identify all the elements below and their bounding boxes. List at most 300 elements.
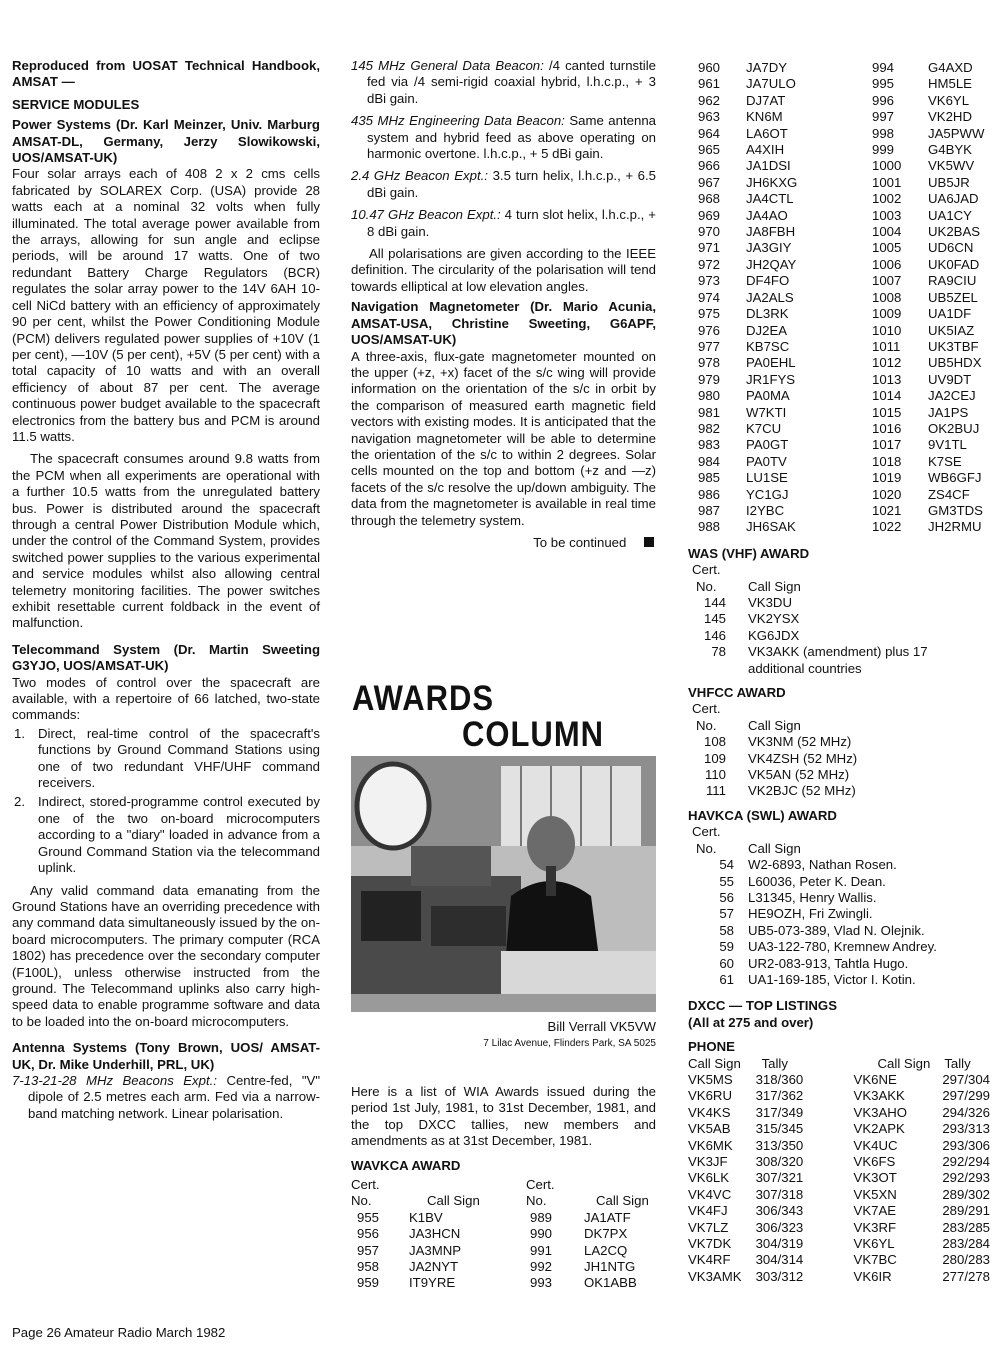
table-cell: HM5LE — [928, 76, 972, 92]
table-cell: DJ7AT — [746, 92, 786, 108]
table-cell: 969 — [698, 207, 721, 223]
cert-label: Cert. — [692, 562, 721, 578]
table-cell: KB7SC — [746, 338, 790, 354]
table-cell: VK5XN — [853, 1186, 897, 1202]
table-cell: 958 — [357, 1259, 380, 1275]
table-cell: UK5IAZ — [928, 322, 975, 338]
table-cell: 988 — [698, 519, 721, 535]
table-row — [688, 240, 988, 256]
table-cell: VK4VC — [688, 1186, 732, 1202]
table-cell: 1016 — [872, 420, 902, 436]
table-cell: KG6JDX — [748, 627, 800, 643]
table-row — [688, 355, 988, 371]
table-cell: UA1CY — [928, 207, 972, 223]
table-cell: 109 — [703, 750, 726, 766]
table-cell: 60 — [719, 955, 734, 971]
navigation-paragraph: A three-axis, flux-gate magnetometer mounted on the upper (+z, +x) facet of the s/c wing will provide information on the orientation of the s/c in orbit by the comparison of measured earth magnetic field vectors with existing modes. It is anticipated that the navigation magnetometer will be able to determine the orientation of the s/c to within 2 degrees. Solar cells mounted on the top and bottom (+z and —z) facets of the s/c resolve the up/down ambiguity. The data from the magnetometer is available in real time through the telemetry system. — [351, 348, 656, 528]
table-cell: K1BV — [409, 1209, 443, 1225]
table-cell: 986 — [698, 486, 721, 502]
table-row — [688, 257, 988, 273]
service-modules-heading: SERVICE MODULES — [12, 96, 140, 112]
table-cell: GM3TDS — [928, 502, 983, 518]
table-cell: 145 — [703, 611, 726, 627]
havkca-heading: HAVKCA (SWL) AWARD — [688, 807, 837, 823]
table-cell: KN6M — [746, 109, 783, 125]
table-row — [688, 783, 857, 799]
table-cell: 974 — [698, 289, 721, 305]
tally-label: Tally — [761, 1055, 788, 1071]
table-cell: UB5ZEL — [928, 289, 978, 305]
table-cell: 981 — [698, 404, 721, 420]
table-cell: JA1ATF — [584, 1209, 631, 1225]
table-cell: VK4KS — [688, 1104, 731, 1120]
table-cell: PA0EHL — [746, 355, 796, 371]
photo-illustration — [351, 756, 656, 1012]
table-cell: JA5PWW — [928, 125, 985, 141]
table-cell: 975 — [698, 306, 721, 322]
table-cell: JH6SAK — [746, 519, 796, 535]
table-row — [688, 1105, 990, 1121]
table-row — [688, 454, 988, 470]
table-cell: 962 — [698, 92, 721, 108]
table-row — [688, 306, 988, 322]
no-label: No. — [351, 1193, 372, 1209]
table-cell: UA6JAD — [928, 191, 979, 207]
callsign-label: Call Sign — [596, 1193, 649, 1209]
cert-label: Cert. — [526, 1177, 555, 1193]
table-cell: 987 — [698, 502, 721, 518]
table-cell: 144 — [703, 595, 726, 610]
table-row — [688, 339, 988, 355]
table-cell: RA9CIU — [928, 273, 977, 289]
table-row — [688, 224, 988, 240]
table-cell: 996 — [872, 92, 895, 108]
table-cell: 293/313 — [942, 1121, 990, 1137]
table-cell: 315/345 — [755, 1121, 804, 1137]
table-cell: 994 — [872, 60, 895, 75]
vhfcc-table — [688, 701, 857, 799]
table-cell: 294/326 — [942, 1104, 990, 1120]
power-systems-heading: Power Systems (Dr. Karl Meinzer, Univ. Marburg AMSAT-DL, Germany, Jerzy Slowikowski, UOS/AMSAT-UK) — [12, 117, 320, 166]
table-cell: 957 — [357, 1242, 380, 1258]
callsign-label: Call Sign — [877, 1055, 931, 1071]
table-row — [526, 1226, 656, 1242]
table-row — [526, 1243, 656, 1259]
table-cell: VK3AHO — [853, 1104, 908, 1120]
navigation-heading: Navigation Magnetometer (Dr. Mario Acunia, AMSAT-USA, Christine Sweeting, G6APF, UOS/AMSAT-UK) — [351, 299, 656, 348]
table-cell: 146 — [703, 627, 726, 643]
table-cell: 1019 — [872, 470, 902, 486]
table-cell: DF4FO — [746, 273, 790, 289]
table-cell: 1012 — [872, 355, 902, 371]
table-cell: 111 — [705, 783, 726, 799]
to-be-continued: To be continued — [351, 535, 656, 551]
end-mark-icon — [644, 537, 654, 547]
table-row — [688, 372, 988, 388]
table-cell: UV9DT — [928, 371, 972, 387]
table-row — [688, 628, 928, 644]
table-cell: JA3MNP — [409, 1242, 462, 1258]
table-cell: PA0MA — [746, 388, 790, 404]
table-cell: VK3AKK — [853, 1088, 905, 1104]
table-cell: VK6IR — [853, 1268, 892, 1284]
wavkca-continued-table — [688, 60, 988, 536]
table-row — [688, 906, 937, 922]
was-heading: WAS (VHF) AWARD — [688, 545, 810, 561]
table-cell: 293/306 — [942, 1137, 990, 1153]
list-item — [12, 794, 320, 876]
table-cell: 110 — [704, 767, 726, 783]
table-cell: 283/284 — [942, 1236, 990, 1252]
telecommand-heading: Telecommand System (Dr. Martin Sweeting G3YJO, UOS/AMSAT-UK) — [12, 641, 320, 674]
antenna-beacon-7-28: 7-13-21-28 MHz Beacons Expt.: Centre-fed, "V" dipole of 2.5 metres each arm. Fed via a narrow-band matching network. Linear polarisation. — [12, 1072, 321, 1121]
table-cell: JA7DY — [746, 60, 788, 75]
table-cell: 292/294 — [942, 1154, 990, 1169]
table-cell: DJ2EA — [746, 322, 788, 338]
column-2 — [351, 58, 656, 551]
table-cell: W2-6893, Nathan Rosen. — [748, 857, 897, 873]
table-cell: 997 — [872, 109, 895, 125]
wavkca-table-right — [526, 1177, 656, 1292]
table-cell: 978 — [698, 355, 721, 371]
table-cell: G4AXD — [928, 60, 973, 75]
table-cell: VK6MK — [688, 1137, 733, 1153]
table-cell: VK5AN (52 MHz) — [748, 767, 850, 783]
table-row — [351, 1226, 526, 1242]
table-row — [688, 175, 988, 191]
table-cell: 972 — [698, 256, 721, 272]
table-cell: 58 — [719, 922, 734, 938]
power-paragraph-1: Four solar arrays each of 408 2 x 2 cms cells fabricated by SOLAREX Corp. (USA) provide 28 watts each at a nominal 32 volts when fully illuminated. The total average power available from the arrays, allowing for sun angle and eclipse periods, will be around 17 watts. One of two redundant Battery Charge Regulators (BCR) regulates the solar array power to the 14V 6AH 10-cell NiCd battery with an efficiency of approximately 90 per cent, whilst the Power Conditioning Module (PCM) delivers regulated power supplies of +10V (1 per cent), —10V (5 per cent), +5V (5 per cent) with a total capacity of 10 watts and with an overall efficiency of about 87 per cent. The average continuous power budget available to the spacecraft electronics from the battery bus and PCM is around 11.5 watts. — [12, 166, 320, 444]
table-cell: VK7DK — [688, 1236, 732, 1252]
table-cell: VK3NM (52 MHz) — [748, 734, 852, 750]
dxcc-subheading: (All at 275 and over) — [688, 1014, 814, 1030]
beacon-2-4: 2.4 GHz Beacon Expt.: 3.5 turn helix, l.h.c.p., + 6.5 dBi gain. — [351, 168, 656, 200]
table-row — [688, 874, 937, 890]
table-row — [526, 1275, 656, 1291]
table-cell: VK2APK — [853, 1121, 905, 1137]
table-cell: 303/312 — [755, 1268, 804, 1284]
table-cell: 982 — [698, 420, 721, 436]
table-cell: 59 — [719, 939, 734, 955]
table-cell: VK4RF — [688, 1252, 731, 1268]
table-cell: 967 — [698, 174, 721, 190]
tally-label: Tally — [944, 1055, 971, 1071]
table-cell: 1017 — [872, 437, 902, 453]
table-cell: LA2CQ — [584, 1242, 628, 1258]
table-cell: JA2CEJ — [928, 388, 976, 404]
table-cell: 307/318 — [755, 1186, 804, 1202]
table-cell: 1006 — [872, 256, 902, 272]
power-paragraph-2: The spacecraft consumes around 9.8 watts from the PCM when all experiments are operational with a further 10.5 watts from the unregulated battery bus. Power is distributed around the spacecraft through a central Power Distribution Module which, under the control of the Command System, provides switched power supplies to the various experimental and service modules whilst also allowing central telemetry monitoring facilities. The power switches exhibit resettable current foldback in the event of malfunction. — [12, 451, 320, 631]
cert-label: Cert. — [351, 1177, 380, 1193]
wavkca-heading: WAVKCA AWARD — [351, 1157, 461, 1173]
antenna-heading: Antenna Systems (Tony Brown, UOS/ AMSAT-UK, Dr. Mike Underhill, PRL, UK) — [12, 1040, 320, 1072]
table-cell: VK5AB — [688, 1121, 731, 1137]
callsign-label: Call Sign — [748, 578, 801, 594]
table-cell: 983 — [698, 437, 721, 453]
table-cell: 1003 — [872, 207, 902, 223]
photo-caption-address: 7 Lilac Avenue, Flinders Park, SA 5025 — [483, 1038, 656, 1049]
table-cell: 306/323 — [755, 1219, 804, 1235]
table-cell: VK7LZ — [688, 1219, 729, 1235]
table-cell: VK6YL — [853, 1236, 895, 1252]
table-cell: W7KTI — [746, 404, 787, 420]
table-cell: LA6OT — [746, 125, 788, 141]
table-row — [688, 126, 988, 142]
table-row — [688, 273, 988, 289]
no-label: No. — [526, 1193, 547, 1209]
awards-title — [352, 677, 605, 754]
table-cell: 965 — [698, 142, 721, 158]
table-cell: 57 — [719, 906, 734, 922]
awards-title-line-1: AWARDS — [352, 677, 495, 718]
table-row — [688, 109, 988, 125]
table-row — [688, 290, 988, 306]
table-cell: K7CU — [746, 420, 782, 436]
table-cell: 984 — [698, 453, 721, 469]
table-row — [688, 158, 988, 174]
no-label: No. — [696, 840, 717, 856]
table-cell: 54 — [719, 857, 734, 873]
photo-caption-name: Bill Verrall VK5VW — [547, 1019, 656, 1034]
table-cell: UK0FAD — [928, 256, 980, 272]
table-cell: G4BYK — [928, 142, 972, 158]
table-cell: 55 — [719, 873, 734, 889]
table-row — [688, 437, 988, 453]
list-item-number: 2. — [14, 794, 25, 810]
table-cell: VK6NE — [853, 1071, 897, 1087]
table-cell: UB5JR — [928, 174, 970, 190]
table-cell: 992 — [530, 1259, 553, 1275]
table-cell: 964 — [698, 125, 721, 141]
table-cell: 1001 — [872, 174, 902, 190]
table-cell: OK1ABB — [584, 1275, 637, 1291]
table-cell: JH2RMU — [928, 519, 982, 535]
table-row — [688, 1088, 990, 1104]
list-item-text: Direct, real-time control of the spacecraft's functions by Ground Command Stations using one of two redundant VHF/UHF command receivers. — [38, 725, 320, 791]
table-cell: PA0TV — [746, 453, 787, 469]
table-cell: 990 — [530, 1226, 553, 1242]
table-cell: OK2BUJ — [928, 420, 980, 436]
table-cell: JA2ALS — [746, 289, 794, 305]
table-cell: 61 — [719, 971, 734, 987]
table-cell: 1014 — [872, 388, 902, 404]
cert-label: Cert. — [692, 824, 721, 840]
table-cell: 1010 — [872, 322, 902, 338]
table-cell: 1015 — [872, 404, 902, 420]
table-cell: 317/362 — [755, 1088, 804, 1104]
table-cell: JA3GIY — [746, 240, 792, 256]
table-cell: 961 — [698, 76, 721, 92]
table-cell: JA2NYT — [409, 1259, 459, 1275]
table-cell: 973 — [698, 273, 721, 289]
table-cell: VK3AMK — [688, 1268, 742, 1284]
table-cell: 999 — [872, 142, 895, 158]
table-cell: 9V1TL — [928, 437, 967, 453]
table-cell: UD6CN — [928, 240, 974, 256]
table-cell: 307/321 — [755, 1170, 804, 1186]
table-cell: 976 — [698, 322, 721, 338]
table-cell: 289/302 — [942, 1186, 990, 1202]
beacon-10-47: 10.47 GHz Beacon Expt.: 4 turn slot helix, l.h.c.p., + 8 dBi gain. — [351, 207, 657, 239]
table-row — [688, 972, 937, 988]
table-cell: 306/343 — [755, 1203, 804, 1219]
phone-heading: PHONE — [688, 1039, 735, 1055]
table-cell: 991 — [530, 1242, 553, 1258]
table-cell: UK3TBF — [928, 338, 979, 354]
table-row — [688, 1269, 990, 1285]
table-row — [688, 142, 988, 158]
table-row — [688, 421, 988, 437]
beacon-145: 145 MHz General Data Beacon: /4 canted turnstile fed via /4 semi-rigid coaxial hybrid, l.h.c.p., + 3 dBi gain. — [351, 58, 656, 106]
table-cell: 955 — [357, 1209, 380, 1225]
table-cell: JA4AO — [746, 207, 788, 223]
table-cell: 966 — [698, 158, 721, 174]
table-row — [688, 1072, 990, 1088]
callsign-label: Call Sign — [427, 1193, 480, 1209]
table-row — [688, 388, 988, 404]
list-item — [12, 726, 320, 792]
awards-intro-block — [351, 1084, 656, 1292]
wavkca-table-left — [351, 1177, 526, 1292]
table-cell: 313/350 — [755, 1137, 804, 1153]
table-cell: VK2BJC (52 MHz) — [748, 783, 856, 799]
table-cell: VK2YSX — [748, 611, 800, 627]
table-row — [688, 191, 988, 207]
table-cell: 998 — [872, 125, 895, 141]
column-3 — [688, 60, 992, 1285]
wavkca-tables — [351, 1177, 656, 1292]
table-cell: UA1DF — [928, 306, 972, 322]
table-cell: JR1FYS — [746, 371, 796, 387]
table-cell: K7SE — [928, 453, 962, 469]
table-cell: 1011 — [872, 338, 901, 354]
table-cell: 993 — [530, 1275, 553, 1291]
table-cell: 277/278 — [942, 1268, 990, 1284]
table-cell: 968 — [698, 191, 721, 207]
table-cell: VK6LK — [688, 1170, 730, 1186]
table-cell: JA4CTL — [746, 191, 794, 207]
list-item-text: Indirect, stored-programme control executed by one of the two on-board microcomputers according to a "diary" loaded in advance from a Ground Command Station via the telecommand uplink. — [38, 794, 320, 876]
table-cell: 1013 — [872, 371, 902, 387]
table-cell: 308/320 — [755, 1154, 804, 1169]
table-cell: WB6GFJ — [928, 470, 982, 486]
table-row — [688, 734, 857, 750]
table-cell: 970 — [698, 224, 721, 240]
table-row — [688, 1236, 990, 1252]
table-cell: L60036, Peter K. Dean. — [748, 873, 886, 889]
phone-table — [688, 1056, 990, 1286]
table-cell: VK6YL — [928, 92, 970, 108]
table-row — [688, 644, 928, 660]
table-cell: VK3AKK (amendment) plus 17 — [748, 644, 928, 660]
table-cell: VK4FJ — [688, 1203, 728, 1219]
table-row — [688, 1252, 990, 1268]
dxcc-heading: DXCC — TOP LISTINGS — [688, 998, 837, 1014]
table-cell: 1021 — [872, 502, 902, 518]
table-row — [688, 1203, 990, 1219]
photo-bill-verrall — [351, 756, 656, 1012]
table-cell: 280/283 — [942, 1252, 990, 1268]
table-row — [688, 595, 928, 611]
telecommand-paragraph-1: Two modes of control over the spacecraft are available, with a repertoire of 66 latched, two-state commands: — [12, 674, 320, 723]
callsign-label: Call Sign — [748, 840, 801, 856]
table-cell: LU1SE — [746, 470, 788, 486]
table-cell: PA0GT — [746, 437, 789, 453]
table-cell: VK4UC — [853, 1137, 898, 1153]
awards-title-line-2: COLUMN — [462, 713, 605, 754]
no-label: No. — [696, 578, 717, 594]
table-cell: 1005 — [872, 240, 902, 256]
table-cell: L31345, Henry Wallis. — [748, 889, 877, 905]
beacon-435: 435 MHz Engineering Data Beacon: Same antenna system and hybrid feed as above operating on harmonic overtone. l.h.c.p., + 5 dBi gain. — [351, 113, 656, 162]
table-row — [688, 487, 988, 503]
table-cell: 963 — [698, 109, 721, 125]
table-cell: JA1DSI — [746, 158, 791, 174]
column-1 — [12, 58, 320, 1122]
table-cell: JA8FBH — [746, 224, 796, 240]
table-cell: 989 — [530, 1209, 553, 1225]
table-cell: VK7BC — [853, 1252, 897, 1268]
table-cell: VK3OT — [853, 1170, 897, 1186]
table-cell: VK5MS — [688, 1071, 733, 1087]
table-cell: VK5WV — [928, 158, 975, 174]
was-extra: additional countries — [748, 660, 862, 676]
table-cell: UA1-169-185, Victor I. Kotin. — [748, 971, 916, 987]
table-cell: YC1GJ — [746, 486, 789, 502]
table-row — [688, 1220, 990, 1236]
table-cell: JA1PS — [928, 404, 969, 420]
table-cell: JH2QAY — [746, 256, 797, 272]
table-row — [526, 1210, 656, 1226]
table-row — [688, 1121, 990, 1137]
table-row — [526, 1259, 656, 1275]
table-row — [688, 503, 988, 519]
table-cell: 317/349 — [755, 1104, 804, 1120]
table-cell: VK2HD — [928, 109, 972, 125]
telecommand-list — [12, 726, 320, 877]
table-cell: 1004 — [872, 224, 902, 240]
table-cell: VK7AE — [853, 1203, 897, 1219]
table-row — [688, 890, 937, 906]
table-row — [688, 60, 988, 76]
table-cell: 297/299 — [942, 1088, 990, 1104]
table-row — [351, 1243, 526, 1259]
table-cell: 995 — [872, 76, 895, 92]
table-cell: VK4ZSH (52 MHz) — [748, 750, 858, 766]
table-cell: IT9YRE — [409, 1275, 456, 1291]
intro-line: Reproduced from UOSAT Technical Handbook, AMSAT — — [12, 58, 320, 90]
table-row — [688, 939, 937, 955]
table-row — [688, 1138, 990, 1154]
cert-label: Cert. — [692, 701, 721, 717]
table-cell: 979 — [698, 371, 721, 387]
table-row — [688, 470, 988, 486]
table-cell: UB5-073-389, Vlad N. Olejnik. — [748, 922, 925, 938]
table-row — [688, 405, 988, 421]
table-cell: HE9OZH, Fri Zwingli. — [748, 906, 873, 922]
table-cell: 78 — [711, 644, 726, 660]
table-cell: 985 — [698, 470, 721, 486]
table-row — [688, 76, 988, 92]
table-row — [688, 93, 988, 109]
table-cell: 959 — [357, 1275, 380, 1291]
table-cell: 977 — [698, 338, 721, 354]
table-cell: DL3RK — [746, 306, 789, 322]
table-cell: 304/314 — [755, 1252, 804, 1268]
table-cell: 980 — [698, 388, 721, 404]
